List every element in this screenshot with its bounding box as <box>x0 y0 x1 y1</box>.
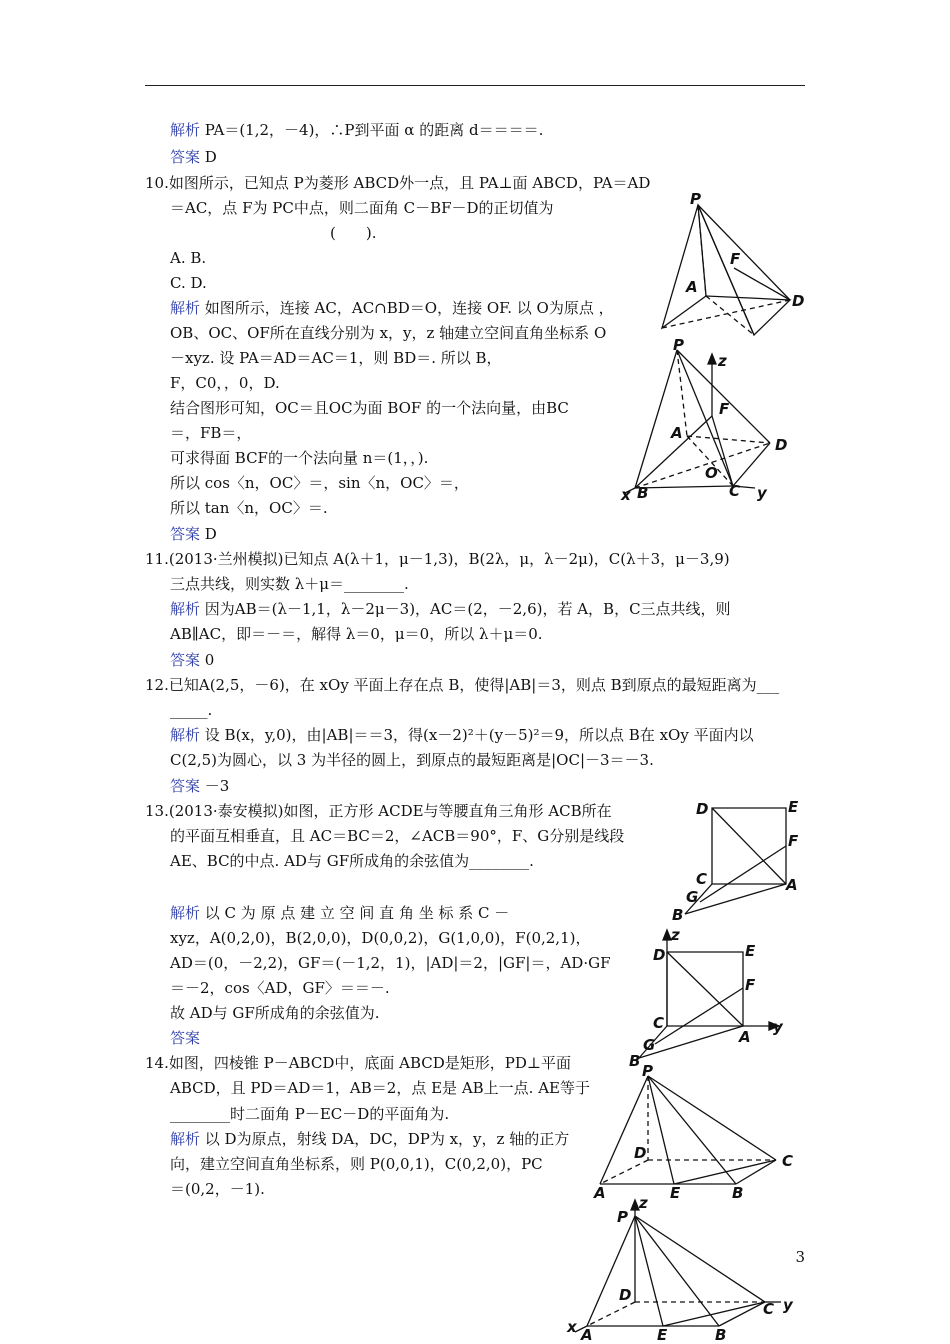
figure-13a <box>660 796 810 926</box>
fig5-label-A: A <box>594 1184 606 1202</box>
fig2-label-y: y <box>757 484 767 502</box>
line-text: ＝－2，cos〈AD，GF〉＝＝－. <box>170 979 390 997</box>
line-text: ＝AC，点 F为 PC中点，则二面角 C－BF－D的正切值为 <box>170 199 554 217</box>
section-label: 解析 <box>170 726 201 744</box>
text-line <box>170 323 606 343</box>
fig2-label-D: D <box>775 436 788 454</box>
fig2-label-x: x <box>621 486 631 504</box>
section-label: 解析 <box>170 1130 201 1148</box>
fig2-label-A: A <box>671 424 683 442</box>
line-text: A. B. <box>170 249 207 267</box>
text-line <box>145 675 779 695</box>
text-line <box>170 599 731 619</box>
line-text: －xyz. 设 PA＝AD＝AC＝1，则 BD＝. 所以 B， <box>170 349 502 367</box>
line-text: 0 <box>200 651 215 669</box>
line-text: ＝(0,2，－1). <box>170 1180 265 1198</box>
line-text: D <box>200 525 217 543</box>
line-text: OB、OC、OF所在直线分别为 x，y，z 轴建立空间直角坐标系 O <box>170 324 607 342</box>
text-line <box>170 448 428 468</box>
fig2-label-B: B <box>637 484 649 502</box>
text-line <box>170 650 214 670</box>
line-text: 向，建立空间直角坐标系，则 P(0,0,1)，C(0,2,0)，PC <box>170 1155 543 1173</box>
line-text: 因为AB＝(λ－1,1，λ－2μ－3)，AC＝(2，－2,6)，若 A，B，C三点共线，则 <box>200 600 731 618</box>
fig5-label-P: P <box>642 1062 653 1080</box>
text-line <box>170 953 610 973</box>
line-text: C(2,5)为圆心，以 3 为半径的圆上，到原点的最短距离是|OC|－3＝－3. <box>170 751 654 769</box>
line-text: _____. <box>170 701 213 719</box>
section-label: 解析 <box>170 600 201 618</box>
line-text: 10.如图所示，已知点 P为菱形 ABCD外一点，且 PA⊥面 ABCD，PA＝AD <box>145 174 651 192</box>
line-text: C. D. <box>170 274 207 292</box>
text-line <box>170 147 217 167</box>
text-line <box>170 750 654 770</box>
line-text: AB∥AC，即＝－＝，解得 λ＝0，μ＝0，所以 λ＋μ＝0. <box>170 625 543 643</box>
text-line <box>145 549 730 569</box>
line-text: 以 D为原点，射线 DA，DC，DP为 x，y，z 轴的正方 <box>200 1130 570 1148</box>
text-line <box>145 801 612 821</box>
text-line <box>170 700 212 720</box>
section-label: 答案 <box>170 148 201 166</box>
fig3-label-C: C <box>696 870 708 888</box>
figure-10a <box>650 188 820 338</box>
text-line <box>170 498 328 518</box>
line-text: 12.已知A(2,5，－6)，在 xOy 平面上存在点 B，使得|AB|＝3，则点 B到原点的最短距离为___ <box>145 676 780 694</box>
fig2-label-z: z <box>718 352 727 370</box>
fig6-label-C: C <box>763 1300 775 1318</box>
line-text: 可求得面 BCF的一个法向量 n＝(1，，). <box>170 449 429 467</box>
text-line <box>170 373 280 393</box>
fig4-label-C: C <box>653 1014 665 1032</box>
text-line <box>170 1154 543 1174</box>
section-label: 解析 <box>170 904 201 922</box>
line-text: 所以 cos〈n，OC〉＝，sin〈n，OC〉＝， <box>170 474 469 492</box>
fig4-label-A: A <box>739 1028 751 1046</box>
fig5-label-D: D <box>634 1144 647 1162</box>
text-line <box>170 298 614 318</box>
fig6-label-D: D <box>619 1286 632 1304</box>
fig3-label-B: B <box>672 906 684 924</box>
fig1-label-D: D <box>792 292 805 310</box>
section-label: 答案 <box>170 651 201 669</box>
text-line <box>170 273 207 293</box>
text-line <box>170 928 590 948</box>
text-line <box>330 223 376 243</box>
text-line <box>170 725 754 745</box>
fig6-label-z: z <box>639 1198 648 1212</box>
line-text: D <box>200 148 217 166</box>
section-label: 答案 <box>170 525 201 543</box>
fig3-label-E: E <box>788 798 799 816</box>
fig4-label-E: E <box>745 942 756 960</box>
text-line <box>170 423 251 443</box>
figure-14b <box>565 1198 805 1344</box>
text-line <box>170 624 543 644</box>
text-line <box>170 1104 449 1124</box>
line-text: 所以 tan〈n，OC〉＝. <box>170 499 328 517</box>
fig6-label-B: B <box>715 1326 727 1344</box>
figure-10b <box>615 338 815 508</box>
header-rule <box>145 85 805 86</box>
section-label: 解析 <box>170 121 201 139</box>
line-text: ________时二面角 P－EC－D的平面角为. <box>170 1105 450 1123</box>
text-line <box>170 1179 265 1199</box>
text-line <box>170 198 554 218</box>
fig6-label-x: x <box>567 1318 577 1336</box>
text-line <box>170 524 217 544</box>
line-text: ＝，FB＝， <box>170 424 252 442</box>
fig4-label-F: F <box>745 976 756 994</box>
text-line <box>145 173 650 193</box>
fig6-label-A: A <box>581 1326 593 1344</box>
fig2-label-O: O <box>705 464 718 482</box>
text-line <box>170 903 509 923</box>
fig6-label-P: P <box>617 1208 628 1226</box>
line-text: 14.如图，四棱锥 P－ABCD中，底面 ABCD是矩形，PD⊥平面 <box>145 1054 571 1072</box>
fig3-label-G: G <box>686 888 699 906</box>
text-line <box>170 398 569 418</box>
text-line <box>170 776 229 796</box>
figure-13b <box>625 926 795 1066</box>
fig4-label-B: B <box>629 1052 641 1066</box>
line-text: AE、BC的中点. AD与 GF所成角的余弦值为________. <box>170 852 534 870</box>
line-text: AD＝(0，－2,2)，GF＝(－1,2，1)，|AD|＝2，|GF|＝，AD·GF <box>170 954 611 972</box>
fig1-label-P: P <box>690 190 701 208</box>
fig4-label-z: z <box>671 926 680 944</box>
section-label: 答案 <box>170 777 201 795</box>
page-number: 3 <box>795 1248 805 1266</box>
fig1-label-F: F <box>730 250 741 268</box>
fig1-label-A: A <box>686 278 698 296</box>
fig6-label-y: y <box>783 1296 793 1314</box>
fig6-label-E: E <box>657 1326 668 1344</box>
line-text: 故 AD与 GF所成角的余弦值为. <box>170 1004 380 1022</box>
line-text: ABCD，且 PD＝AD＝1，AB＝2，点 E是 AB上一点. AE等于 <box>170 1079 590 1097</box>
line-text: －3 <box>200 777 230 795</box>
text-line <box>170 248 206 268</box>
figure-14a <box>590 1062 810 1202</box>
line-text: 13.(2013·泰安模拟)如图，正方形 ACDE与等腰直角三角形 ACB所在 <box>145 802 612 820</box>
text-line <box>170 826 624 846</box>
text-line <box>170 473 469 493</box>
fig2-label-C: C <box>729 482 741 500</box>
fig2-label-P: P <box>673 338 684 354</box>
fig4-label-y: y <box>773 1018 783 1036</box>
line-text: 设 B(x，y,0)，由|AB|＝＝3，得(x－2)²＋(y－5)²＝9，所以点 B在 xOy 平面内以 <box>200 726 754 744</box>
line-text: F，C0，，0，D. <box>170 374 280 392</box>
line-text: 三点共线，则实数 λ＋μ＝________. <box>170 575 409 593</box>
line-text: PA＝(1,2，－4)，∴P到平面 α 的距离 d＝＝＝＝. <box>200 121 544 139</box>
line-text: 结合图形可知，OC＝且OC为面 BOF 的一个法向量，由BC <box>170 399 569 417</box>
text-line <box>170 574 409 594</box>
line-text: 以 C 为 原 点 建 立 空 间 直 角 坐 标 系 C － <box>200 904 510 922</box>
fig5-label-E: E <box>670 1184 681 1202</box>
text-line <box>170 1028 200 1048</box>
line-text: 如图所示，连接 AC，AC∩BD＝O，连接 OF. 以 O为原点 ， <box>200 299 614 317</box>
line-text: 11.(2013·兰州模拟)已知点 A(λ＋1，μ－1,3)，B(2λ，μ，λ－2μ)，C(λ＋3，μ－3,9) <box>145 550 730 568</box>
text-line <box>170 1003 380 1023</box>
line-text: 的平面互相垂直，且 AC＝BC＝2，∠ACB＝90°，F、G分别是线段 <box>170 827 625 845</box>
fig4-label-D: D <box>653 946 666 964</box>
section-label: 答案 <box>170 1029 201 1047</box>
fig3-label-D: D <box>696 800 709 818</box>
text-line <box>170 1078 590 1098</box>
text-line <box>170 978 390 998</box>
fig2-label-F: F <box>719 400 730 418</box>
text-line <box>145 1053 571 1073</box>
line-text: xyz，A(0,2,0)，B(2,0,0)，D(0,0,2)，G(1,0,0)，F(0,2,1)， <box>170 929 591 947</box>
fig3-label-F: F <box>788 832 799 850</box>
fig5-label-B: B <box>732 1184 744 1202</box>
fig4-label-G: G <box>643 1036 656 1054</box>
section-label: 解析 <box>170 299 201 317</box>
line-text: ( ). <box>330 224 377 242</box>
fig5-label-C: C <box>782 1152 794 1170</box>
text-line <box>170 120 543 140</box>
text-line <box>170 348 502 368</box>
text-line <box>170 851 534 871</box>
fig3-label-A: A <box>786 876 798 894</box>
text-line <box>170 1129 569 1149</box>
